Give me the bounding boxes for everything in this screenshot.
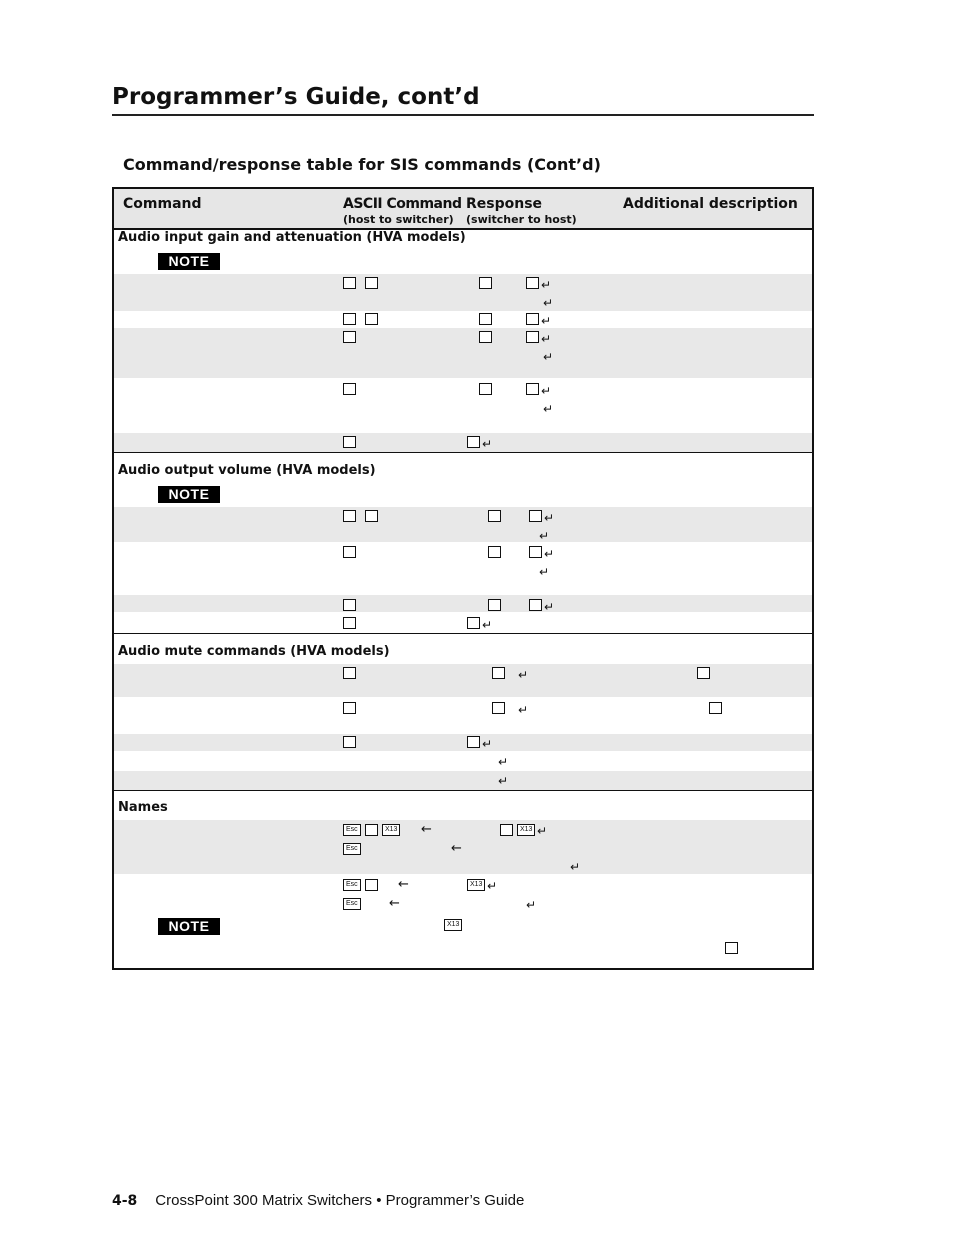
header-response: Response bbox=[466, 196, 543, 212]
return-icon: ↵ bbox=[482, 437, 493, 451]
placeholder-box bbox=[343, 617, 356, 629]
return-icon: ↵ bbox=[544, 511, 555, 525]
placeholder-box bbox=[365, 510, 378, 522]
left-arrow-icon: ← bbox=[389, 896, 400, 911]
note-badge: NOTE bbox=[158, 486, 220, 503]
placeholder-box bbox=[479, 277, 492, 289]
placeholder-box bbox=[725, 942, 738, 954]
sis-command-table bbox=[112, 187, 814, 970]
left-arrow-icon: ← bbox=[398, 877, 409, 892]
return-icon: ↵ bbox=[539, 565, 550, 579]
table-row bbox=[114, 328, 812, 378]
page-title: Programmer’s Guide, cont’d bbox=[112, 84, 480, 110]
placeholder-box bbox=[343, 331, 356, 343]
header-command: Command bbox=[123, 196, 202, 212]
section-heading: Command/response table for SIS commands (Cont’d) bbox=[123, 155, 601, 174]
placeholder-box bbox=[343, 313, 356, 325]
placeholder-box bbox=[526, 383, 539, 395]
left-arrow-icon: ← bbox=[451, 841, 462, 856]
placeholder-box bbox=[697, 667, 710, 679]
page-footer bbox=[112, 1192, 524, 1209]
placeholder-box bbox=[365, 313, 378, 325]
left-arrow-icon: ← bbox=[421, 822, 432, 837]
placeholder-box bbox=[479, 313, 492, 325]
placeholder-box bbox=[479, 383, 492, 395]
placeholder-box bbox=[529, 546, 542, 558]
group-title-audio-input: Audio input gain and attenuation (HVA models) bbox=[118, 230, 466, 245]
placeholder-box bbox=[343, 436, 356, 448]
placeholder-box bbox=[343, 702, 356, 714]
placeholder-box bbox=[526, 313, 539, 325]
placeholder-box bbox=[529, 599, 542, 611]
placeholder-box bbox=[467, 736, 480, 748]
note-badge: NOTE bbox=[158, 918, 220, 935]
placeholder-box bbox=[488, 599, 501, 611]
placeholder-box bbox=[365, 879, 378, 891]
return-icon: ↵ bbox=[541, 278, 552, 292]
return-icon: ↵ bbox=[539, 529, 550, 543]
table-row bbox=[114, 734, 812, 751]
return-icon: ↵ bbox=[498, 774, 509, 788]
placeholder-box bbox=[467, 617, 480, 629]
return-icon: ↵ bbox=[543, 296, 554, 310]
group-title-audio-mute: Audio mute commands (HVA models) bbox=[118, 644, 390, 659]
placeholder-box bbox=[526, 277, 539, 289]
placeholder-box bbox=[343, 599, 356, 611]
placeholder-box bbox=[343, 383, 356, 395]
return-icon: ↵ bbox=[487, 879, 498, 893]
return-icon: ↵ bbox=[543, 350, 554, 364]
table-row bbox=[114, 820, 812, 874]
placeholder-box bbox=[479, 331, 492, 343]
placeholder-box bbox=[526, 331, 539, 343]
page-number: 4-8 bbox=[112, 1193, 138, 1209]
placeholder-box bbox=[500, 824, 513, 836]
footer-text: CrossPoint 300 Matrix Switchers • Programmer’s Guide bbox=[155, 1192, 525, 1209]
placeholder-box bbox=[343, 546, 356, 558]
return-icon: ↵ bbox=[541, 314, 552, 328]
esc-key-tag: Esc bbox=[343, 843, 361, 855]
return-icon: ↵ bbox=[537, 824, 548, 838]
note-badge: NOTE bbox=[158, 253, 220, 270]
header-ascii: ASCII Command bbox=[343, 196, 462, 212]
placeholder-box bbox=[343, 277, 356, 289]
esc-key-tag: Esc bbox=[343, 879, 361, 891]
header-ascii-sub: (host to switcher) bbox=[343, 213, 454, 226]
placeholder-box bbox=[343, 667, 356, 679]
return-icon: ↵ bbox=[543, 402, 554, 416]
table-row bbox=[114, 274, 812, 311]
esc-key-tag: Esc bbox=[343, 824, 361, 836]
placeholder-box bbox=[529, 510, 542, 522]
placeholder-box bbox=[365, 824, 378, 836]
return-icon: ↵ bbox=[518, 703, 529, 717]
group-separator bbox=[114, 790, 812, 791]
return-icon: ↵ bbox=[482, 737, 493, 751]
header-description: Additional description bbox=[623, 196, 798, 212]
placeholder-box bbox=[709, 702, 722, 714]
placeholder-box bbox=[365, 277, 378, 289]
x13-tag: X13 bbox=[444, 919, 462, 931]
table-header bbox=[114, 189, 812, 230]
return-icon: ↵ bbox=[541, 384, 552, 398]
placeholder-box bbox=[343, 510, 356, 522]
group-title-names: Names bbox=[118, 800, 168, 815]
return-icon: ↵ bbox=[544, 547, 555, 561]
group-separator bbox=[114, 633, 812, 634]
table-row bbox=[114, 595, 812, 612]
placeholder-box bbox=[488, 510, 501, 522]
group-title-audio-output: Audio output volume (HVA models) bbox=[118, 463, 376, 478]
x13-tag: X13 bbox=[467, 879, 485, 891]
table-row bbox=[114, 507, 812, 542]
placeholder-box bbox=[492, 702, 505, 714]
return-icon: ↵ bbox=[541, 332, 552, 346]
placeholder-box bbox=[488, 546, 501, 558]
return-icon: ↵ bbox=[482, 618, 493, 632]
return-icon: ↵ bbox=[526, 898, 537, 912]
header-response-sub: (switcher to host) bbox=[466, 213, 577, 226]
return-icon: ↵ bbox=[518, 668, 529, 682]
x13-tag: X13 bbox=[382, 824, 400, 836]
group-separator bbox=[114, 452, 812, 453]
return-icon: ↵ bbox=[544, 600, 555, 614]
x13-tag: X13 bbox=[517, 824, 535, 836]
placeholder-box bbox=[492, 667, 505, 679]
table-row bbox=[114, 771, 812, 790]
return-icon: ↵ bbox=[498, 755, 509, 769]
return-icon: ↵ bbox=[570, 860, 581, 874]
table-row bbox=[114, 433, 812, 452]
esc-key-tag: Esc bbox=[343, 898, 361, 910]
placeholder-box bbox=[467, 436, 480, 448]
placeholder-box bbox=[343, 736, 356, 748]
title-rule bbox=[112, 114, 814, 116]
